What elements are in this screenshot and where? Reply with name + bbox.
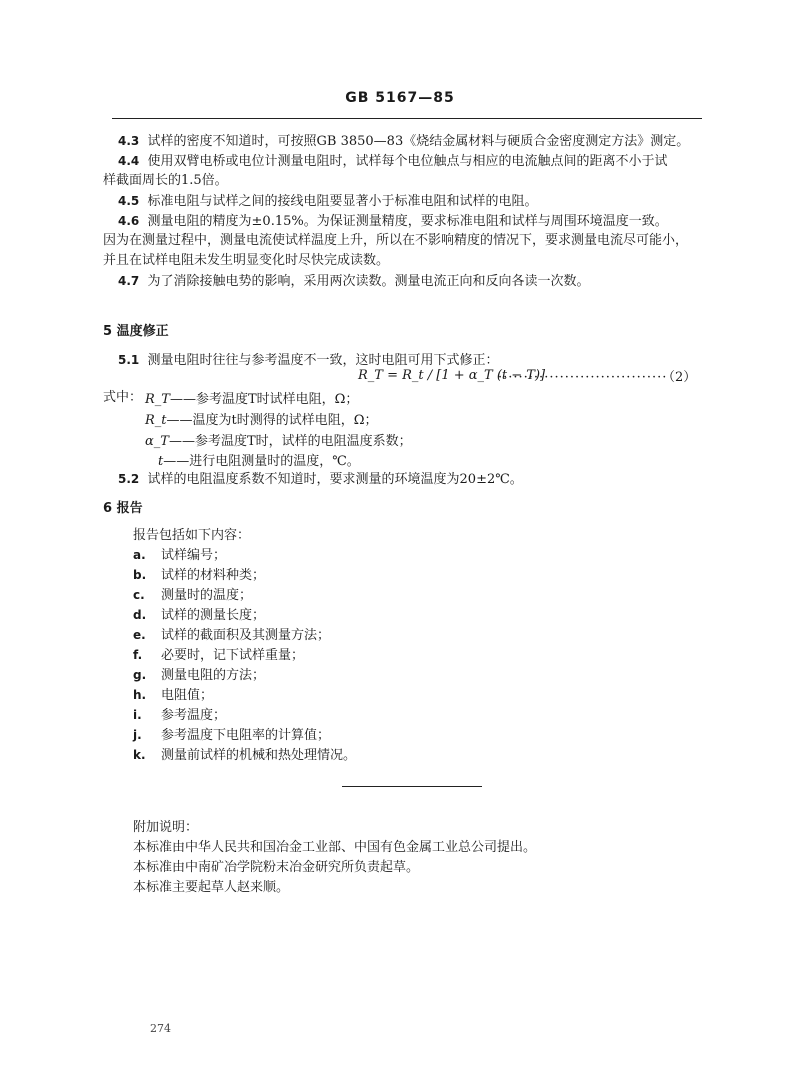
report-item [133,665,265,686]
paragraph-5-2 [118,469,523,490]
item-text: 测量前试样的机械和热处理情况。 [161,748,357,763]
notes-line: 本标准由中南矿冶学院粉末冶金研究所负责起草。 [133,860,420,875]
variable-def-alpha [145,430,412,449]
report-item [133,705,226,726]
variable-symbol: R_t [145,413,167,428]
section-6-heading: 6 报告 [103,501,143,516]
report-item [133,545,226,566]
paragraph-4-7 [118,271,590,292]
item-letter: a. [133,548,146,562]
variable-def-t [158,450,360,469]
paragraph-4-6 [118,211,668,232]
clause-number: 4.4 [118,154,140,168]
item-text: 参考温度； [161,708,227,723]
variable-desc: ——进行电阻测量时的温度，℃。 [163,454,360,469]
paragraph-4-3 [118,131,689,152]
report-item [133,745,356,766]
clause-text: 测量电阻的精度为±0.15%。为保证测量精度，要求标准电阻和试样与周围环境温度一致。 [147,214,668,229]
variable-symbol: α_T [145,434,169,449]
clause-number: 4.6 [118,214,140,228]
clause-number: 5.2 [118,472,140,486]
report-item [133,725,330,746]
formula-2: R_T = R_t / [1 + α_T (t − T)] [358,368,546,383]
item-letter: g. [133,668,147,682]
variable-symbol: R_T [145,392,170,407]
item-letter: k. [133,748,146,762]
item-letter: h. [133,688,147,702]
item-text: 测量时的温度； [161,588,253,603]
clause-number: 4.7 [118,274,140,288]
report-item [133,585,252,606]
page-header: GB 5167—85 [345,90,455,106]
item-text: 参考温度下电阻率的计算值； [161,728,331,743]
section-5-heading: 5 温度修正 [103,324,169,339]
item-text: 试样的截面积及其测量方法； [161,628,331,643]
clause-text: 测量电阻时往往与参考温度不一致，这时电阻可用下式修正： [147,353,499,368]
report-item [133,565,265,586]
item-letter: j. [133,728,142,742]
item-text: 测量电阻的方法； [161,668,266,683]
notes-title: 附加说明： [133,820,199,835]
report-item [133,605,265,626]
variable-desc: ——参考温度T时，试样的电阻温度系数； [168,434,412,449]
clause-text: 标准电阻与试样之间的接线电阻要显著小于标准电阻和试样的电阻。 [147,194,538,209]
report-item [133,625,330,646]
item-text: 试样的测量长度； [161,608,266,623]
variable-def-RT [145,388,358,407]
clause-text: 试样的密度不知道时，可按照GB 3850—83《烧结金属材料与硬质合金密度测定方法》测定。 [147,134,690,149]
item-text: 试样的材料种类； [161,568,266,583]
formula-leader-dots: ································· [498,370,668,385]
report-item [133,685,213,706]
item-text: 电阻值； [161,688,214,703]
paragraph-4-4-cont: 样截面周长的1.5倍。 [103,173,228,188]
paragraph-4-5 [118,191,538,212]
paragraph-4-6-cont-1: 因为在测量过程中，测量电流使试样温度上升，所以在不影响精度的情况下，要求测量电流尽可能小， [103,233,689,248]
item-letter: e. [133,628,146,642]
variable-desc: ——温度为t时测得的试样电阻，Ω； [166,413,378,428]
item-text: 试样编号； [161,548,227,563]
clause-number: 5.1 [118,353,140,367]
item-letter: f. [133,648,143,662]
item-letter: d. [133,608,147,622]
page-number: 274 [150,1022,171,1035]
report-item [133,645,304,666]
report-intro: 报告包括如下内容： [133,528,251,543]
variable-desc: ——参考温度T时试样电阻，Ω； [169,392,359,407]
header-rule [112,118,702,119]
paragraph-4-6-cont-2: 并且在试样电阻未发生明显变化时尽快完成读数。 [103,253,390,268]
clause-text: 为了消除接触电势的影响，采用两次读数。测量电流正向和反向各读一次数。 [147,274,590,289]
formula-number: （2） [662,370,697,385]
notes-line: 本标准主要起草人赵来顺。 [133,880,290,895]
clause-number: 4.3 [118,134,140,148]
notes-line: 本标准由中华人民共和国冶金工业部、中国有色金属工业总公司提出。 [133,840,537,855]
clause-text: 使用双臂电桥或电位计测量电阻时，试样每个电位触点与相应的电流触点间的距离不小于试 [147,154,668,169]
clause-number: 4.5 [118,194,140,208]
item-text: 必要时，记下试样重量； [161,648,305,663]
end-rule [342,786,482,787]
where-label: 式中： [103,390,143,405]
item-letter: i. [133,708,142,722]
variable-def-Rt [145,409,378,428]
variable-symbol: t [158,454,164,469]
clause-text: 试样的电阻温度系数不知道时，要求测量的环境温度为20±2℃。 [147,472,523,487]
item-letter: c. [133,588,145,602]
item-letter: b. [133,568,147,582]
paragraph-4-4 [118,151,668,172]
